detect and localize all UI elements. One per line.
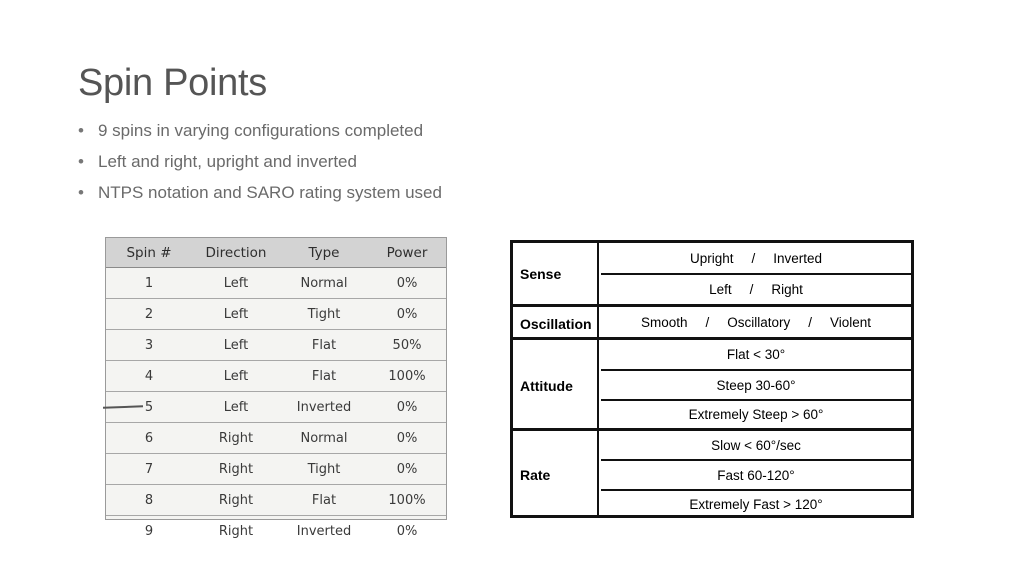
slide-title: Spin Points <box>78 62 267 104</box>
cell: Normal <box>280 268 368 299</box>
saro-option: Steep 30-60° <box>601 369 911 399</box>
cell: Inverted <box>280 392 368 423</box>
option-smooth: Smooth <box>640 314 688 330</box>
cell: 0% <box>368 299 446 330</box>
cell: 100% <box>368 361 446 392</box>
header-direction: Direction <box>192 238 280 268</box>
cell: 0% <box>368 516 446 547</box>
bullet-icon: • <box>78 152 84 171</box>
option-right: Right <box>771 282 803 297</box>
separator: / <box>705 314 710 330</box>
bullet-text: NTPS notation and SARO rating system used <box>98 183 442 202</box>
cell: Tight <box>280 299 368 330</box>
saro-options-rate <box>601 431 911 518</box>
saro-option <box>601 307 911 337</box>
cell: Left <box>192 330 280 361</box>
table-row <box>106 485 446 516</box>
table-row <box>106 268 446 299</box>
cell: 0% <box>368 268 446 299</box>
saro-option: Extremely Steep > 60° <box>601 399 911 428</box>
cell: Right <box>192 454 280 485</box>
saro-label-sense: Sense <box>513 243 599 304</box>
cell: Right <box>192 516 280 547</box>
table-row <box>106 516 446 547</box>
saro-options-oscillation <box>601 307 911 340</box>
cell: 3 <box>106 330 192 361</box>
cell: 100% <box>368 485 446 516</box>
saro-row-attitude <box>513 337 911 431</box>
cell: Flat <box>280 361 368 392</box>
saro-rating-table <box>510 240 914 518</box>
bullet-text: Left and right, upright and inverted <box>98 152 357 171</box>
table-row <box>106 392 446 423</box>
separator: / <box>751 250 756 266</box>
header-power: Power <box>368 238 446 268</box>
separator: / <box>808 314 813 330</box>
cell: 7 <box>106 454 192 485</box>
bullet-icon: • <box>78 121 84 140</box>
cell: Left <box>192 361 280 392</box>
cell: 0% <box>368 392 446 423</box>
saro-label-oscillation: Oscillation <box>513 307 599 340</box>
saro-option: Slow < 60°/sec <box>711 437 801 453</box>
cell: 0% <box>368 423 446 454</box>
saro-option <box>601 273 911 304</box>
cell: Flat <box>280 485 368 516</box>
bullet-icon: • <box>78 183 84 202</box>
spin-table-image <box>105 237 447 539</box>
option-inverted: Inverted <box>773 250 823 266</box>
saro-row-sense <box>513 243 911 304</box>
cell: 8 <box>106 485 192 516</box>
cell: 5 <box>106 392 192 423</box>
saro-option: Extremely Fast > 120° <box>601 489 911 518</box>
saro-label-rate: Rate <box>513 431 599 518</box>
table-row <box>106 361 446 392</box>
cell: Right <box>192 423 280 454</box>
cell: Left <box>192 299 280 330</box>
cell: 9 <box>106 516 192 547</box>
cell: Right <box>192 485 280 516</box>
bullet-text: 9 spins in varying configurations completed <box>98 121 424 140</box>
option-oscillatory: Oscillatory <box>727 314 791 330</box>
bullet-list <box>78 120 442 213</box>
header-spin-number: Spin # <box>106 238 192 268</box>
spin-table <box>106 238 446 546</box>
cell: 0% <box>368 454 446 485</box>
saro-option <box>601 243 911 273</box>
table-row <box>106 299 446 330</box>
cell: 6 <box>106 423 192 454</box>
table-row <box>106 423 446 454</box>
saro-options-sense <box>601 243 911 304</box>
option-upright: Upright <box>689 250 734 266</box>
saro-label-attitude: Attitude <box>513 340 599 431</box>
option-left: Left <box>709 282 732 297</box>
table-row <box>106 454 446 485</box>
table-row <box>106 330 446 361</box>
cell: Inverted <box>280 516 368 547</box>
saro-option: Flat < 30° <box>726 347 786 362</box>
option-violent: Violent <box>830 314 872 330</box>
header-type: Type <box>280 238 368 268</box>
bullet-item <box>78 120 442 151</box>
saro-row-oscillation <box>513 304 911 340</box>
cell: Tight <box>280 454 368 485</box>
cell: 4 <box>106 361 192 392</box>
cell: Flat <box>280 330 368 361</box>
cell: 50% <box>368 330 446 361</box>
saro-option: Fast 60-120° <box>601 459 911 489</box>
table-header-row <box>106 238 446 268</box>
cell: Left <box>192 268 280 299</box>
cell: 1 <box>106 268 192 299</box>
saro-row-rate <box>513 428 911 518</box>
cell: 2 <box>106 299 192 330</box>
bullet-item <box>78 182 442 213</box>
bullet-item <box>78 151 442 182</box>
saro-options-attitude <box>601 340 911 431</box>
cell: Left <box>192 392 280 423</box>
cell: Normal <box>280 423 368 454</box>
separator: / <box>749 282 754 297</box>
